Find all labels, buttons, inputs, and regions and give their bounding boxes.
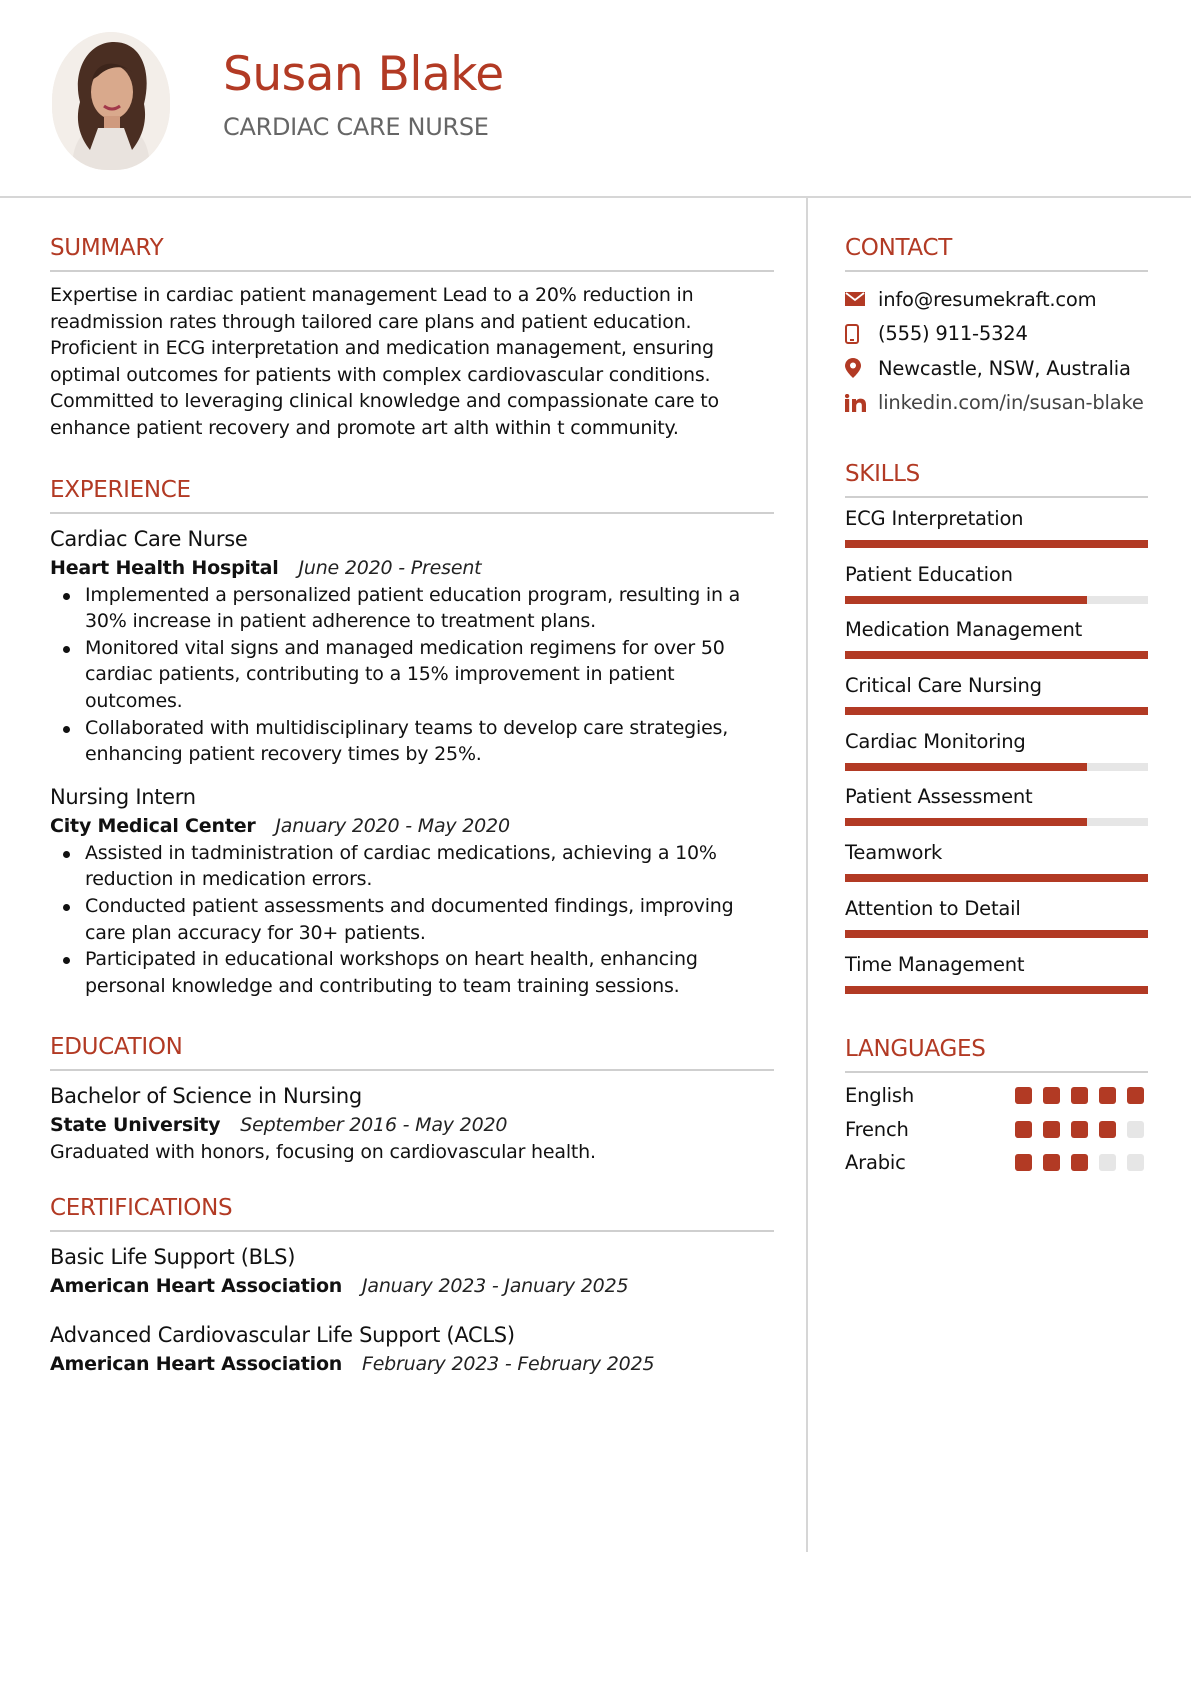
skill-bar-fill: [845, 874, 1148, 882]
employer: Heart Health Hospital: [50, 556, 279, 579]
email-value: info@resumekraft.com: [878, 287, 1097, 311]
skill-item: [845, 558, 1148, 614]
skill-bar-fill: [845, 763, 1087, 771]
profile-photo-illustration: [52, 32, 170, 170]
section-heading: LANGUAGES: [845, 1033, 1148, 1073]
skill-name: Critical Care Nursing: [845, 674, 1042, 698]
job-bullets: [50, 582, 774, 768]
skill-item: [845, 948, 1148, 1004]
skill-bar-fill: [845, 707, 1148, 715]
languages-section: [845, 1033, 1148, 1180]
language-item: [845, 1146, 1148, 1180]
job-meta: [50, 554, 774, 582]
rating-dot: [1099, 1121, 1116, 1138]
certification-meta: [50, 1350, 774, 1378]
skill-bar-fill: [845, 651, 1148, 659]
summary-text: Expertise in cardiac patient management Lead to a 20% reduction in readmission rates through tailored care plans and patient education. Proficient in ECG interpretation and medication management, ensuring optimal outcomes for patients with complex cardiovascular conditions. Committed to leveraging clinical knowledge and compassionate care to enhance patient recovery and promote art alth within t community.: [50, 284, 719, 439]
skill-name: Patient Assessment: [845, 785, 1033, 809]
profile-photo: [52, 32, 170, 170]
experience-section: [50, 474, 774, 1000]
contact-list: [845, 282, 1148, 420]
main-column: [50, 232, 774, 1398]
job-dates: June 2020 - Present: [298, 556, 482, 579]
bullet-item: Monitored vital signs and managed medication regimens for over 50 cardiac patients, contributing to a 15% improvement in patient outcomes.: [50, 635, 774, 715]
contact-phone[interactable]: [845, 317, 1148, 352]
bullet-item: Participated in educational workshops on heart health, enhancing personal knowledge and contributing to team training sessions.: [50, 946, 774, 999]
rating-dot: [1043, 1121, 1060, 1138]
rating-dot: [1043, 1087, 1060, 1104]
certification-entry: [50, 1242, 774, 1300]
language-item: [845, 1079, 1148, 1113]
skill-item: [845, 669, 1148, 725]
candidate-name: Susan Blake: [223, 47, 504, 102]
bullet-item: Implemented a personalized patient education program, resulting in a 30% increase in patient adherence to treatment plans.: [50, 582, 774, 635]
skill-item: [845, 892, 1148, 948]
skill-name: Teamwork: [845, 841, 943, 865]
skill-name: Time Management: [845, 952, 1025, 976]
rating-dot: [1099, 1087, 1116, 1104]
contact-section: [845, 232, 1148, 420]
skill-name: ECG Interpretation: [845, 507, 1024, 530]
rating-dot: [1043, 1154, 1060, 1171]
rating-dot: [1099, 1154, 1116, 1171]
bullet-item: Conducted patient assessments and documented findings, improving care plan accuracy for 30+ patients.: [50, 893, 774, 946]
school: State University: [50, 1114, 221, 1137]
skill-bar-fill: [845, 596, 1087, 604]
employer: City Medical Center: [50, 814, 256, 837]
sidebar-column: [845, 232, 1148, 1180]
candidate-title: CARDIAC CARE NURSE: [223, 113, 489, 141]
skill-item: [845, 836, 1148, 892]
languages-list: [845, 1079, 1148, 1180]
certifications-section: [50, 1192, 774, 1378]
degree: Bachelor of Science in Nursing: [50, 1084, 362, 1109]
contact-email[interactable]: [845, 282, 1148, 317]
skill-item: [845, 780, 1148, 836]
job-meta: [50, 812, 774, 840]
certification-dates: January 2023 - January 2025: [361, 1274, 629, 1297]
language-name: French: [845, 1117, 909, 1141]
skill-bar-track: [845, 707, 1148, 715]
rating-dot: [1071, 1087, 1088, 1104]
bullet-item: Collaborated with multidisciplinary teams to develop care strategies, enhancing patient recovery times by 25%.: [50, 715, 774, 768]
phone-value: (555) 911-5324: [878, 322, 1028, 346]
certification-entry: [50, 1320, 774, 1378]
column-divider: [806, 198, 808, 1552]
skill-item: [845, 613, 1148, 669]
job-role: Cardiac Care Nurse: [50, 526, 248, 551]
linkedin-icon: [845, 394, 878, 412]
section-heading: CONTACT: [845, 232, 1148, 272]
rating-dot: [1127, 1087, 1144, 1104]
skill-name: Patient Education: [845, 562, 1013, 586]
skill-item: [845, 725, 1148, 781]
certification-meta: [50, 1272, 774, 1300]
location-pin-icon: [845, 358, 878, 378]
phone-icon: [845, 324, 878, 344]
job-dates: January 2020 - May 2020: [275, 814, 510, 837]
skill-bar-track: [845, 874, 1148, 882]
location-value: Newcastle, NSW, Australia: [878, 356, 1131, 380]
education-section: [50, 1031, 774, 1166]
certification-dates: February 2023 - February 2025: [361, 1352, 655, 1375]
contact-location: [845, 351, 1148, 386]
skill-bar-track: [845, 540, 1148, 548]
skill-bar-track: [845, 930, 1148, 938]
rating-dot: [1071, 1154, 1088, 1171]
rating-dot: [1071, 1121, 1088, 1138]
resume-header: [0, 0, 1191, 198]
skill-name: Attention to Detail: [845, 896, 1021, 920]
linkedin-value: linkedin.com/in/susan-blake: [878, 391, 1144, 415]
section-heading: CERTIFICATIONS: [50, 1192, 774, 1232]
job-bullets: [50, 840, 774, 1000]
contact-linkedin[interactable]: [845, 386, 1148, 421]
skills-section: [845, 458, 1148, 1003]
bullet-item: Assisted in tadministration of cardiac medications, achieving a 10% reduction in medication errors.: [50, 840, 774, 893]
language-item: [845, 1113, 1148, 1147]
rating-dot: [1127, 1121, 1144, 1138]
rating-dot: [1015, 1154, 1032, 1171]
skill-bar-track: [845, 651, 1148, 659]
education-dates: September 2016 - May 2020: [240, 1114, 508, 1137]
section-heading: SUMMARY: [50, 232, 774, 272]
language-rating: [1015, 1121, 1144, 1138]
job-role: Nursing Intern: [50, 784, 196, 809]
education-meta: [50, 1111, 774, 1139]
skill-bar-track: [845, 986, 1148, 994]
certification-issuer: American Heart Association: [50, 1352, 343, 1375]
section-heading: EXPERIENCE: [50, 474, 774, 514]
skills-list: [845, 502, 1148, 1003]
language-rating: [1015, 1087, 1144, 1104]
skill-item: [845, 502, 1148, 558]
skill-bar-track: [845, 763, 1148, 771]
skill-bar-track: [845, 596, 1148, 604]
education-note: Graduated with honors, focusing on cardiovascular health.: [50, 1141, 596, 1164]
experience-entry: [50, 524, 774, 768]
rating-dot: [1015, 1121, 1032, 1138]
skill-bar-fill: [845, 818, 1087, 826]
experience-entry: [50, 782, 774, 1000]
skill-bar-fill: [845, 986, 1148, 994]
rating-dot: [1127, 1154, 1144, 1171]
certification-issuer: American Heart Association: [50, 1274, 343, 1297]
email-icon: [845, 292, 878, 306]
section-heading: SKILLS: [845, 458, 1148, 498]
skill-bar-fill: [845, 540, 1148, 548]
certification-name: Advanced Cardiovascular Life Support (ACLS): [50, 1322, 515, 1347]
skill-name: Medication Management: [845, 618, 1083, 642]
language-name: English: [845, 1084, 915, 1108]
skill-bar-fill: [845, 930, 1148, 938]
rating-dot: [1015, 1087, 1032, 1104]
language-rating: [1015, 1154, 1144, 1171]
skill-name: Cardiac Monitoring: [845, 729, 1026, 753]
summary-section: [50, 232, 774, 442]
certification-name: Basic Life Support (BLS): [50, 1244, 296, 1269]
language-name: Arabic: [845, 1151, 906, 1175]
section-heading: EDUCATION: [50, 1031, 774, 1071]
skill-bar-track: [845, 818, 1148, 826]
